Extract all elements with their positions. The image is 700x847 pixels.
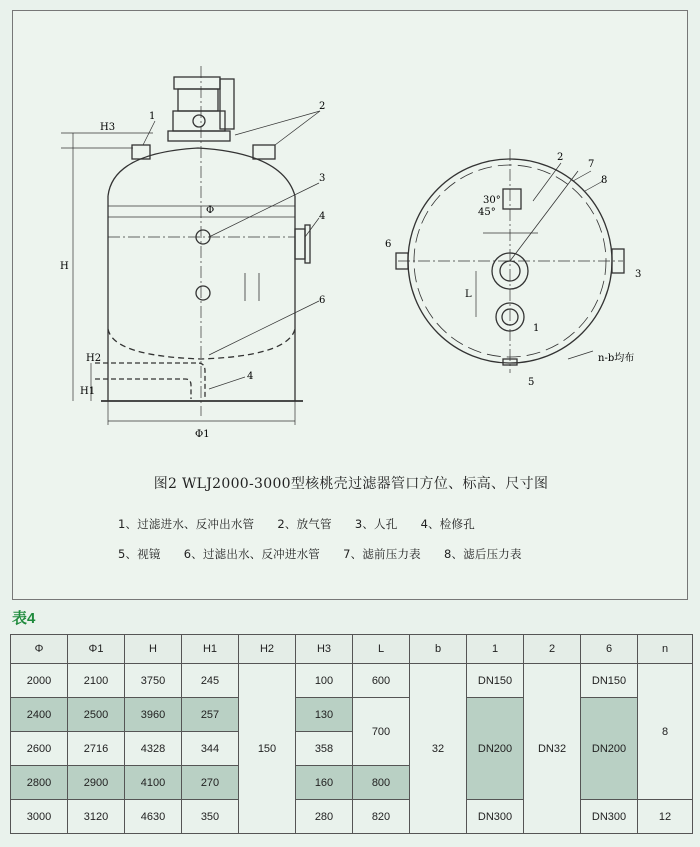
cell-col6: DN150 <box>581 664 638 698</box>
header-phi1: Φ1 <box>68 635 125 664</box>
header-h1: H1 <box>182 635 239 664</box>
cell-h: 4100 <box>125 766 182 800</box>
header-6: 6 <box>581 635 638 664</box>
legend-item-3: 3、人孔 <box>354 517 398 531</box>
label-angle-30: 30° <box>483 195 501 206</box>
cell-h: 4630 <box>125 800 182 834</box>
header-h2: H2 <box>239 635 296 664</box>
cell-l: 800 <box>353 766 410 800</box>
cell-h1: 257 <box>182 698 239 732</box>
label-phi: Φ <box>206 205 215 216</box>
label-nb: n-b均布 <box>598 353 635 364</box>
header-h3: H3 <box>296 635 353 664</box>
cell-h: 3960 <box>125 698 182 732</box>
top-head <box>108 148 295 196</box>
drive-base <box>168 131 230 141</box>
cell-phi: 2000 <box>11 664 68 698</box>
cell-phi: 2800 <box>11 766 68 800</box>
gearbox <box>173 111 225 131</box>
cell-h1: 350 <box>182 800 239 834</box>
cell-h3: 280 <box>296 800 353 834</box>
label-top-7: 7 <box>588 159 595 170</box>
table-row <box>11 698 693 732</box>
label-side-4: 4 <box>319 211 326 222</box>
label-h: H <box>60 261 69 272</box>
figure-caption: 图2 WLJ2000-3000型核桃壳过滤器管口方位、标高、尺寸图 <box>153 476 549 492</box>
table-header-row <box>11 635 693 664</box>
cell-phi1: 3120 <box>68 800 125 834</box>
header-phi: Φ <box>11 635 68 664</box>
cell-h1: 245 <box>182 664 239 698</box>
figure-frame <box>12 10 688 600</box>
label-side-1: 1 <box>149 111 156 122</box>
cell-h3: 160 <box>296 766 353 800</box>
cell-col1: DN300 <box>467 800 524 834</box>
cell-h3: 100 <box>296 664 353 698</box>
header-h: H <box>125 635 182 664</box>
cell-n: 12 <box>638 800 693 834</box>
legend-item-2: 2、放气管 <box>277 517 332 531</box>
side-view <box>61 66 320 425</box>
label-side-2: 2 <box>319 101 326 112</box>
drawing-canvas <box>13 11 689 601</box>
table-row <box>11 664 693 698</box>
motor-side <box>220 79 234 129</box>
header-2: 2 <box>524 635 581 664</box>
legend-item-6: 6、过滤出水、反冲进水管 <box>183 547 320 561</box>
sightglass-icon <box>196 286 210 300</box>
gear-icon <box>193 115 205 127</box>
cell-phi: 3000 <box>11 800 68 834</box>
cell-h3: 130 <box>296 698 353 732</box>
label-top-6: 6 <box>385 239 392 250</box>
label-side-3: 3 <box>319 173 326 184</box>
cell-phi1: 2100 <box>68 664 125 698</box>
legend-item-1: 1、过滤进水、反冲出水管 <box>118 517 255 531</box>
motor-cap <box>174 77 220 89</box>
cell-phi: 2600 <box>11 732 68 766</box>
legend-item-7: 7、滤前压力表 <box>343 547 421 561</box>
nozzle-4 <box>295 229 305 259</box>
internal-pipe <box>95 363 205 399</box>
motor-top <box>503 189 521 209</box>
cell-col6: DN300 <box>581 800 638 834</box>
legend-item-5: 5、视镜 <box>118 547 161 561</box>
legend-item-8: 8、滤后压力表 <box>443 547 522 561</box>
cell-h: 3750 <box>125 664 182 698</box>
label-top-1: 1 <box>533 323 540 334</box>
header-b: b <box>410 635 467 664</box>
label-top-3: 3 <box>635 269 642 280</box>
cell-col1: DN200 <box>467 698 524 800</box>
cell-col6: DN200 <box>581 698 638 800</box>
legend-line-1 <box>118 516 475 532</box>
cell-n: 8 <box>638 664 693 800</box>
cell-h3: 358 <box>296 732 353 766</box>
header-n: n <box>638 635 693 664</box>
top-view <box>396 149 624 373</box>
cell-h1: 344 <box>182 732 239 766</box>
cell-b: 32 <box>410 664 467 834</box>
cell-l: 820 <box>353 800 410 834</box>
cell-phi1: 2500 <box>68 698 125 732</box>
label-l: L <box>465 289 472 300</box>
internal-pipe-2 <box>95 379 191 399</box>
cell-col2: DN32 <box>524 664 581 834</box>
label-side-6: 6 <box>319 295 326 306</box>
legend-item-4: 4、检修孔 <box>420 517 475 531</box>
label-side-4b: 4 <box>247 371 254 382</box>
table-row <box>11 800 693 834</box>
bottom-head <box>108 329 295 359</box>
spec-table <box>10 634 693 834</box>
legend-line-2 <box>118 546 522 562</box>
label-h3: H3 <box>100 122 116 133</box>
label-h1: H1 <box>80 386 96 397</box>
cell-l: 600 <box>353 664 410 698</box>
cell-phi1: 2900 <box>68 766 125 800</box>
nozzle-2-body <box>253 145 275 159</box>
label-top-2: 2 <box>557 152 564 163</box>
cell-h: 4328 <box>125 732 182 766</box>
cell-h2: 150 <box>239 664 296 834</box>
label-top-8: 8 <box>601 175 608 186</box>
table-title: 表4 <box>12 610 36 627</box>
label-h2: H2 <box>86 353 102 364</box>
header-1: 1 <box>467 635 524 664</box>
label-angle-45: 45° <box>478 207 496 218</box>
motor-body <box>178 89 218 111</box>
cell-h1: 270 <box>182 766 239 800</box>
label-phi1: Φ1 <box>195 429 210 440</box>
cell-l: 700 <box>353 698 410 766</box>
header-l: L <box>353 635 410 664</box>
cell-phi1: 2716 <box>68 732 125 766</box>
label-top-5: 5 <box>528 377 535 388</box>
cell-phi: 2400 <box>11 698 68 732</box>
cell-col1: DN150 <box>467 664 524 698</box>
